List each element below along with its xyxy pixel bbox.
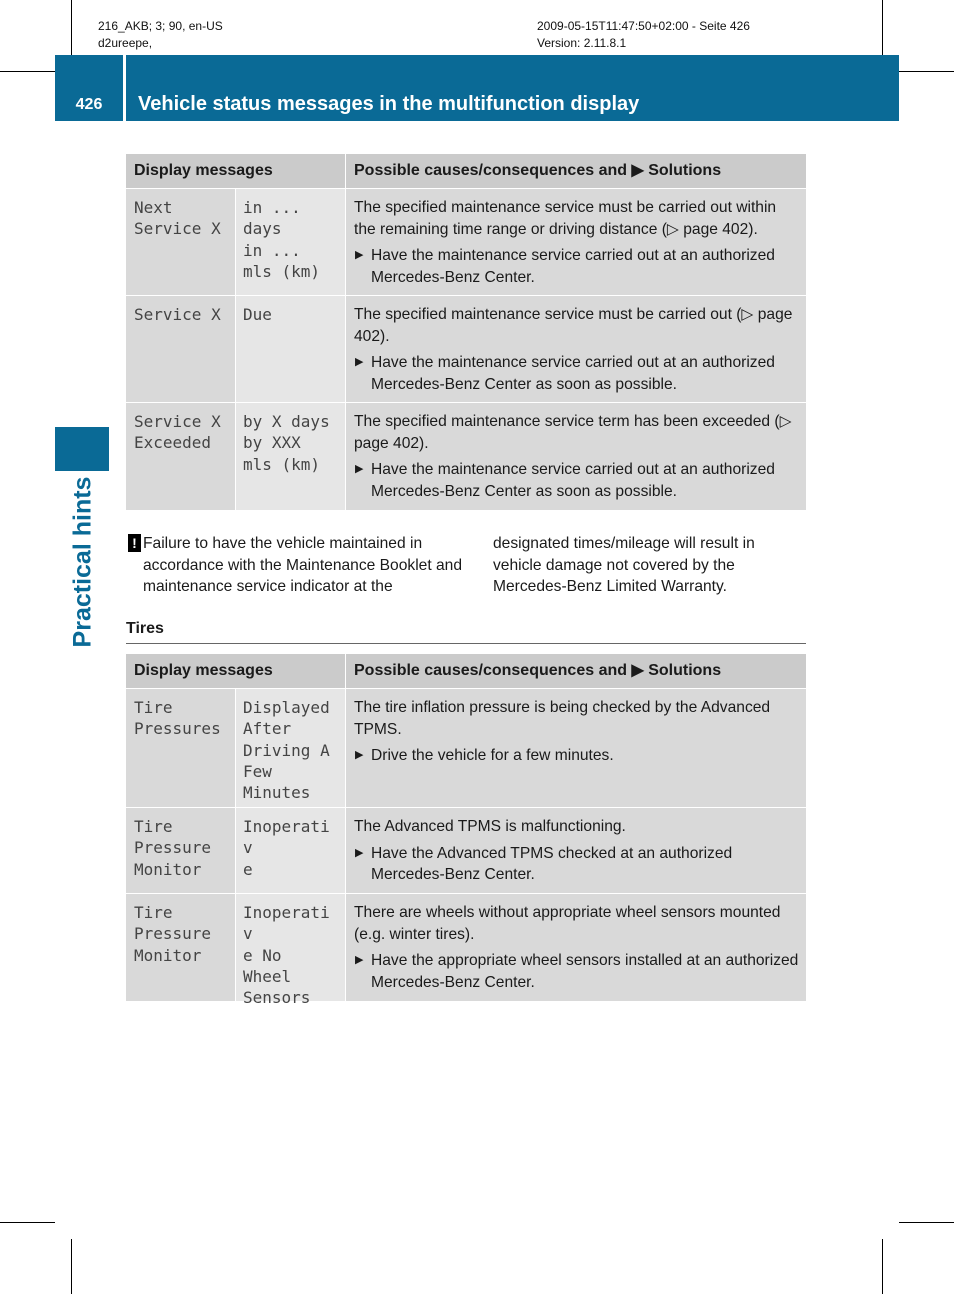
section-heading-tires: Tires — [126, 620, 806, 644]
message-detail: Inoperativ e — [235, 808, 345, 893]
solution-text: Have the appropriate wheel sensors installed at an authorized Mercedes-Benz Center. — [371, 952, 799, 991]
message-detail: Due — [235, 296, 345, 402]
message-detail: by X days by XXX mls (km) — [235, 403, 345, 510]
table-header — [126, 154, 806, 188]
tire-messages-table — [126, 654, 806, 1008]
message-text: Tire Pressure Monitor — [134, 817, 212, 879]
message-text: Service X — [134, 305, 221, 324]
solution-text: Have the Advanced TPMS checked at an authorized Mercedes-Benz Center. — [371, 844, 733, 883]
note-column-right — [493, 533, 806, 598]
page-title: Vehicle status messages in the multifunction display — [138, 93, 640, 115]
cause-text: The specified maintenance service must be carried out within the remaining time range or driving distance (▷ page 402). — [354, 199, 777, 238]
cause-cell — [345, 403, 806, 510]
meta-line: 216_AKB; 3; 90, en-US — [98, 19, 223, 33]
service-messages-table — [126, 154, 806, 510]
solution-item — [354, 950, 800, 993]
table-row — [126, 188, 806, 295]
message-text: Service X Exceeded — [134, 412, 221, 453]
meta-line: d2ureepe, — [98, 36, 153, 50]
cause-cell — [345, 808, 806, 893]
solution-item — [354, 352, 800, 395]
cause-cell — [345, 189, 806, 295]
crop-mark — [0, 71, 55, 72]
cause-text: The specified maintenance service must be carried out (▷ page 402). — [354, 306, 793, 345]
crop-mark — [71, 0, 72, 55]
crop-mark — [899, 1222, 954, 1223]
solution-item — [354, 745, 800, 767]
action-arrow-icon: ▶ — [355, 749, 364, 761]
table-header — [126, 654, 806, 688]
header-divider — [123, 55, 126, 121]
solution-text: Have the maintenance service carried out at an authorized Mercedes-Benz Center as soon as possible. — [371, 354, 775, 393]
cause-text: The tire inflation pressure is being checked by the Advanced TPMS. — [354, 699, 771, 738]
crop-mark — [882, 0, 883, 55]
table-row — [126, 807, 806, 893]
solution-text: Have the maintenance service carried out at an authorized Mercedes-Benz Center. — [371, 247, 775, 286]
column-header-causes-solutions: Possible causes/consequences and ▶ Solutions — [345, 154, 806, 188]
column-header-display-messages: Display messages — [134, 162, 273, 179]
message-detail: Inoperativ e No Wheel Sensors — [235, 894, 345, 1001]
note-column-left — [126, 533, 466, 598]
action-arrow-icon: ▶ — [355, 846, 364, 859]
meta-line: 2009-05-15T11:47:50+02:00 - Seite 426 — [537, 19, 750, 33]
note-text: designated times/mileage will result in vehicle damage not covered by the Mercedes-Benz Limited Warranty. — [493, 535, 755, 595]
solution-item — [354, 843, 800, 886]
table-row — [126, 688, 806, 807]
crop-mark — [0, 1222, 55, 1223]
crop-mark — [882, 1239, 883, 1294]
message-text: Next Service X — [134, 198, 221, 239]
solution-text: Drive the vehicle for a few minutes. — [371, 747, 614, 764]
page-number: 426 — [75, 96, 103, 113]
table-row — [126, 893, 806, 1008]
meta-line: Version: 2.11.8.1 — [537, 36, 627, 50]
cause-cell — [345, 894, 806, 1001]
action-arrow-icon: ▶ — [355, 249, 364, 261]
print-meta-right — [537, 18, 750, 52]
column-header-causes-solutions: Possible causes/consequences and ▶ Solutions — [345, 654, 806, 688]
solution-item — [354, 459, 800, 502]
section-side-label: Practical hints — [68, 476, 97, 648]
table-row — [126, 295, 806, 402]
message-detail: in ... days in ... mls (km) — [235, 189, 345, 295]
table-row — [126, 402, 806, 510]
column-header-display-messages: Display messages — [134, 662, 273, 679]
message-text: Tire Pressure Monitor — [134, 903, 212, 965]
cause-text: The specified maintenance service term has been exceeded (▷ page 402). — [354, 413, 792, 452]
solution-item — [354, 245, 800, 288]
cause-cell — [345, 689, 806, 807]
message-text: Tire Pressures — [134, 698, 221, 739]
crop-mark — [899, 71, 954, 72]
action-arrow-icon: ▶ — [355, 356, 364, 368]
action-arrow-icon: ▶ — [355, 463, 364, 475]
print-meta-left — [98, 18, 223, 52]
message-detail: Displayed After Driving A Few Minutes — [235, 689, 345, 807]
note-text: Failure to have the vehicle maintained in accordance with the Maintenance Booklet and maintenance service indicator at the — [143, 535, 463, 595]
solution-text: Have the maintenance service carried out at an authorized Mercedes-Benz Center as soon as possible. — [371, 461, 775, 500]
warning-icon: ! — [128, 534, 141, 552]
action-arrow-icon: ▶ — [355, 954, 364, 966]
crop-mark — [71, 1239, 72, 1294]
section-tab — [55, 427, 109, 471]
cause-text: There are wheels without appropriate wheel sensors mounted (e.g. winter tires). — [354, 904, 781, 943]
cause-text: The Advanced TPMS is malfunctioning. — [354, 818, 626, 835]
cause-cell — [345, 296, 806, 402]
